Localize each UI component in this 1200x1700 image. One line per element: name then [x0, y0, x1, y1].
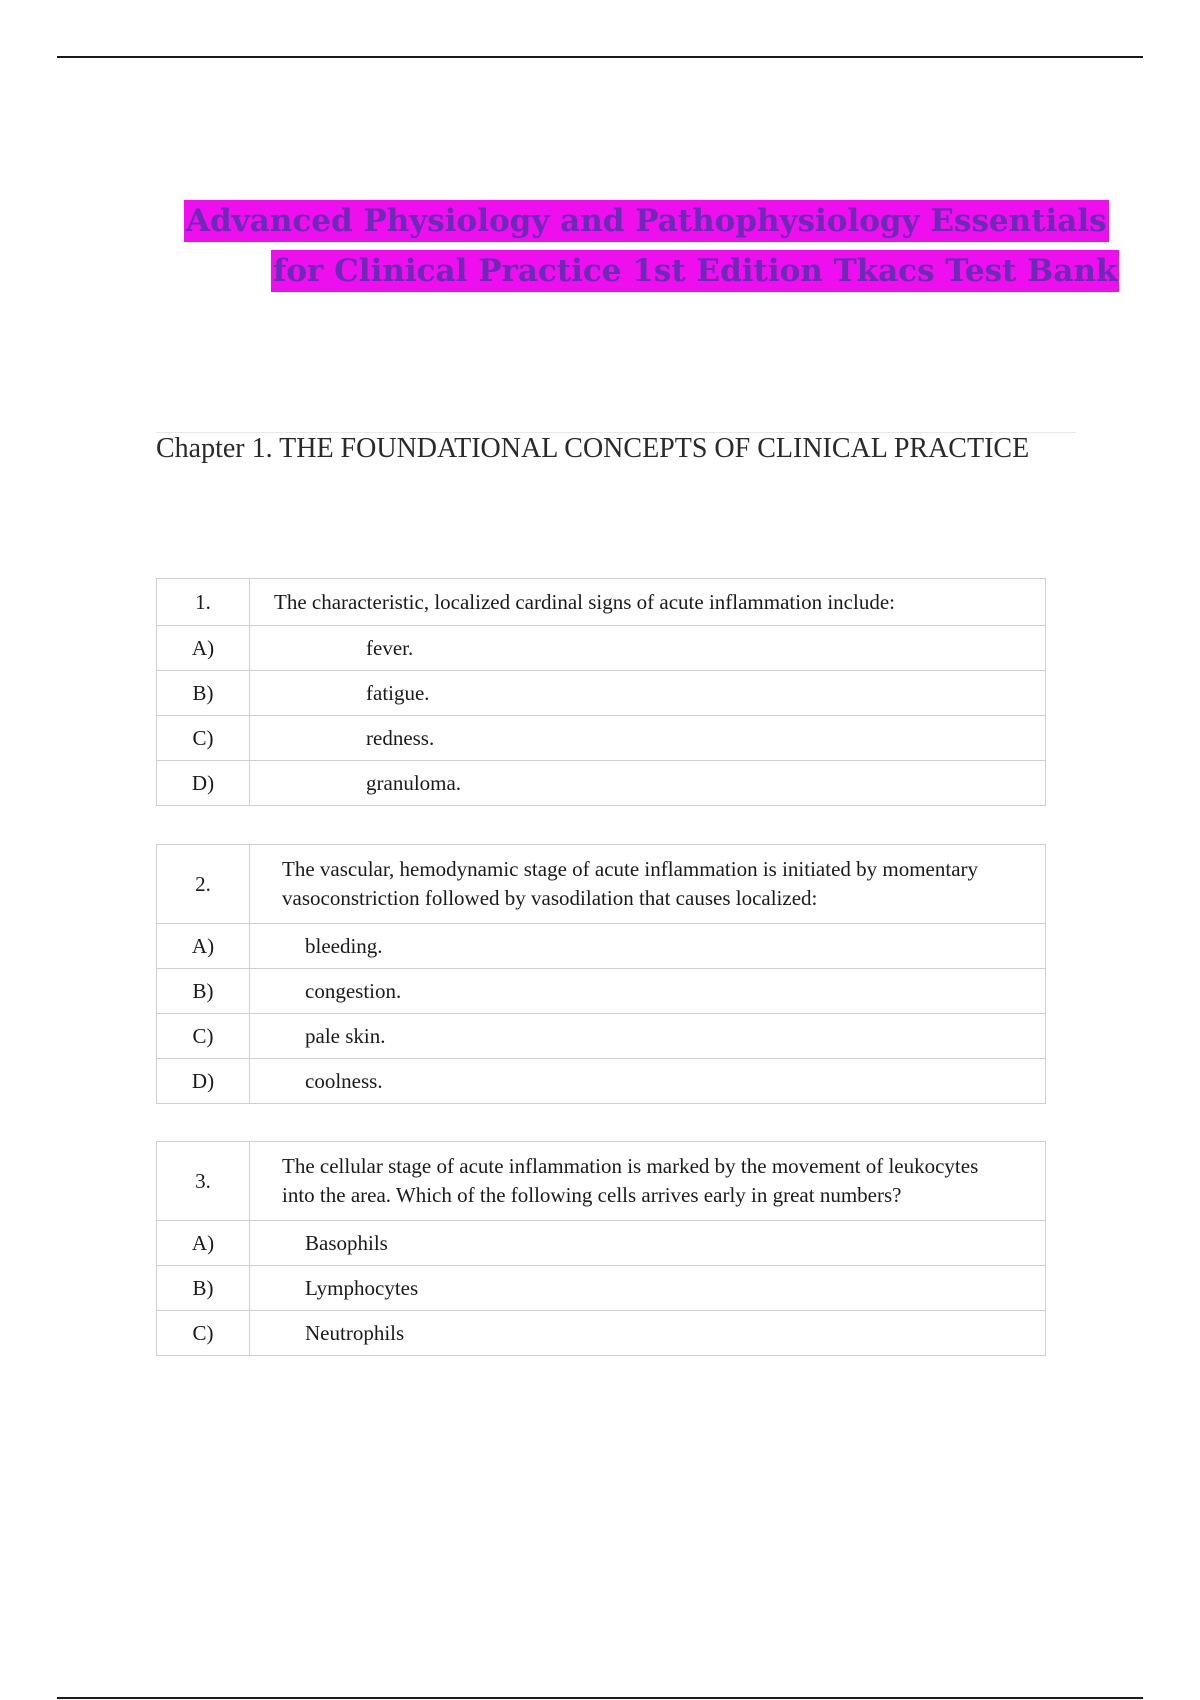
question-stem-row: [157, 845, 1046, 924]
option-letter: C): [157, 1311, 250, 1356]
option-text: bleeding.: [250, 924, 1046, 969]
header-rule: [57, 56, 1143, 58]
chapter-heading: Chapter 1. THE FOUNDATIONAL CONCEPTS OF CLINICAL PRACTICE: [156, 433, 1030, 464]
option-text: fever.: [250, 626, 1046, 671]
answer-option-row: [157, 716, 1046, 761]
answer-option-row: [157, 671, 1046, 716]
question-stem-row: [157, 579, 1046, 626]
option-text: Neutrophils: [250, 1311, 1046, 1356]
option-letter: B): [157, 1266, 250, 1311]
answer-option-row: [157, 1014, 1046, 1059]
answer-option-row: [157, 1221, 1046, 1266]
option-text: redness.: [250, 716, 1046, 761]
option-text: Basophils: [250, 1221, 1046, 1266]
option-letter: B): [157, 671, 250, 716]
answer-option-row: [157, 969, 1046, 1014]
option-text: granuloma.: [250, 761, 1046, 806]
footer-rule: [57, 1697, 1143, 1699]
question-stem-row: [157, 1142, 1046, 1221]
option-text: fatigue.: [250, 671, 1046, 716]
answer-option-row: [157, 924, 1046, 969]
option-letter: A): [157, 1221, 250, 1266]
question-stem: The vascular, hemodynamic stage of acute inflammation is initiated by momentary vasoconstriction followed by vasodilation that causes localized:: [250, 845, 1046, 924]
option-text: pale skin.: [250, 1014, 1046, 1059]
answer-option-row: [157, 1311, 1046, 1356]
question-1-table: [156, 578, 1046, 806]
option-letter: A): [157, 924, 250, 969]
answer-option-row: [157, 626, 1046, 671]
option-letter: A): [157, 626, 250, 671]
question-number: 2.: [157, 845, 250, 924]
option-text: congestion.: [250, 969, 1046, 1014]
answer-option-row: [157, 761, 1046, 806]
question-3-table: [156, 1141, 1046, 1356]
title-line-2: for Clinical Practice 1st Edition Tkacs Test Bank: [271, 250, 1119, 292]
option-letter: D): [157, 761, 250, 806]
question-number: 3.: [157, 1142, 250, 1221]
option-letter: C): [157, 1014, 250, 1059]
option-text: coolness.: [250, 1059, 1046, 1104]
question-stem: The characteristic, localized cardinal signs of acute inflammation include:: [250, 579, 1046, 626]
question-2-table: [156, 844, 1046, 1104]
option-text: Lymphocytes: [250, 1266, 1046, 1311]
option-letter: C): [157, 716, 250, 761]
answer-option-row: [157, 1059, 1046, 1104]
title-line-1: Advanced Physiology and Pathophysiology Essentials: [184, 200, 1109, 242]
answer-option-row: [157, 1266, 1046, 1311]
question-number: 1.: [157, 579, 250, 626]
option-letter: D): [157, 1059, 250, 1104]
question-stem: The cellular stage of acute inflammation is marked by the movement of leukocytes into the area. Which of the following cells arrives early in great numbers?: [250, 1142, 1046, 1221]
option-letter: B): [157, 969, 250, 1014]
